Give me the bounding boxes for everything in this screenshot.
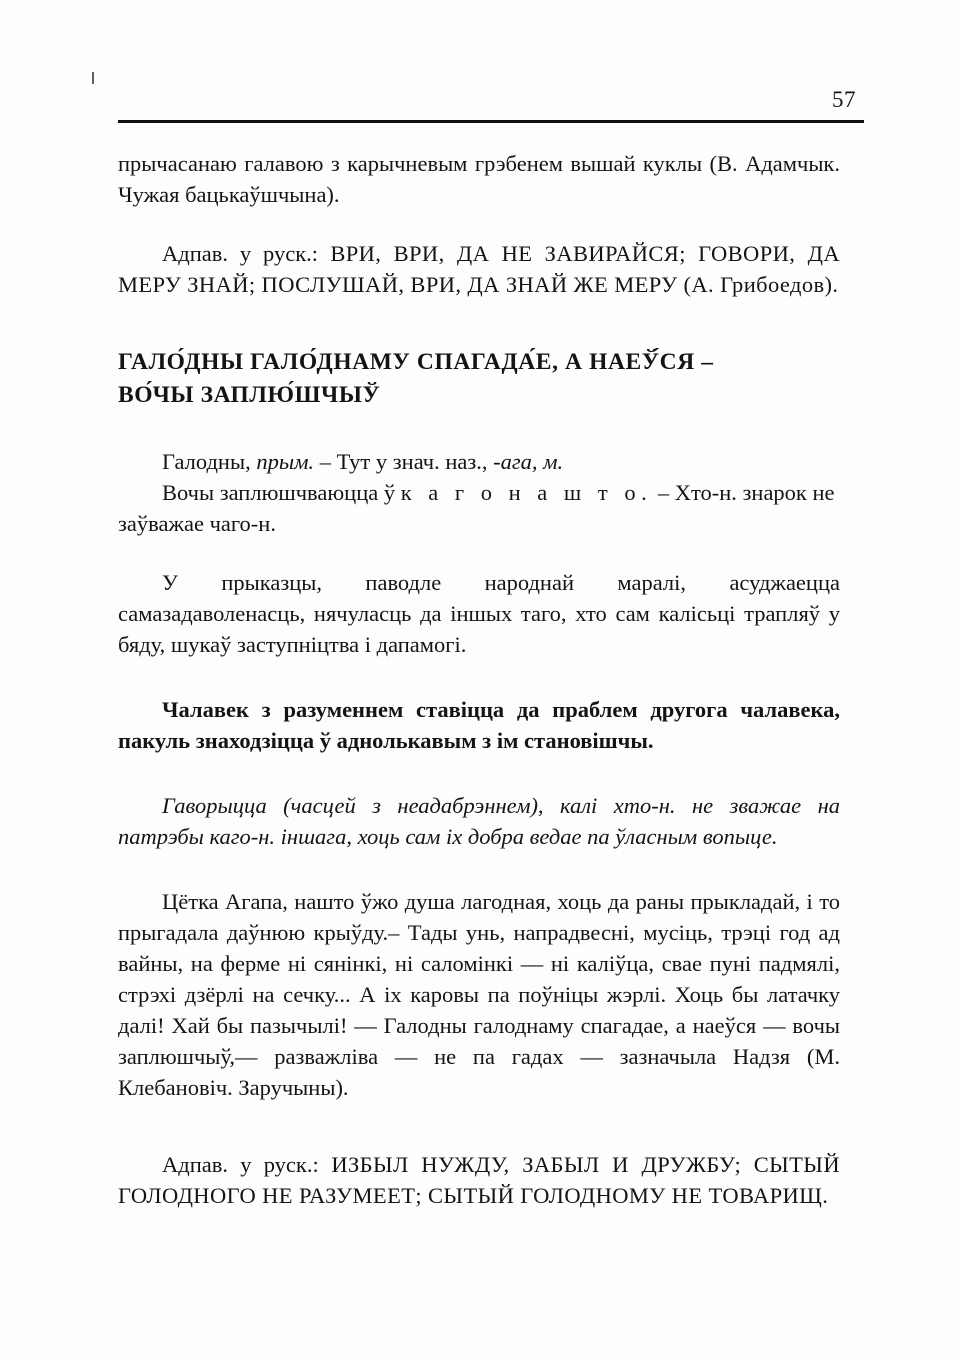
quote-continuation-paragraph: прычасанаю галавою з карычневым грэбенем вышай куклы (В. Адамчык. Чужая бацькаўшчына). — [118, 151, 840, 207]
meaning-paragraph: Чалавек з разуменнем ставіцца да праблем другога чалавека, пакуль знаходзіцца ў аднолькавым з ім становішчы. — [118, 697, 840, 753]
page-number: 57 — [832, 87, 856, 112]
citation-paragraph: Цётка Агапа, нашто ўжо душа лагодная, хоць да раны прыкладай, і то прыгадала даўнюю крыўду.– Тады унь, напрадвесні, мусіць, трэці год ад вайны, на ферме ні сянінкі, ні саломінкі — ні каліўца, свае пуні падмялі, стрэхі дзёрлі на сечку... А іх каровы па поўніцы жэрлі. Хоць бы латачку далі! Хай бы пазычылі! — Галодны галоднаму спагадае, а наеўся — вочы заплюшчыў,— разважліва — не па гадах — зазначыла Надзя (М. Клебановіч. Заручыны). — [118, 889, 840, 1100]
header-rule — [118, 120, 864, 123]
government-valency: к а г о н а ш т о. — [400, 480, 653, 505]
entry-headword-line-1: ГАЛО́ДНЫ ГАЛО́ДНАМУ СПАГАДА́Е, А НАЕЎ́СЯ – — [118, 349, 714, 375]
grammar-inflection: -ага, м. — [493, 449, 564, 474]
page-body — [118, 148, 840, 1211]
grammar-note-rest: – Тут у знач. наз., — [319, 449, 488, 474]
russian-equivalent-label-2: Адпав. у руск.: — [162, 1152, 319, 1177]
russian-equivalent-block-2 — [118, 1149, 840, 1211]
usage-note-paragraph: Гаворыцца (часцей з неадабрэннем), калі хто-н. не зважае на патрэбы каго-н. іншага, хоць сам іх добра ведае па ўласным вопыце. — [118, 793, 840, 849]
grammar-note-line — [118, 446, 840, 477]
government-head: Вочы заплюшчваюцца ў — [162, 480, 396, 505]
page-header — [118, 88, 864, 123]
russian-equivalent-text-2: ИЗБЫЛ НУЖДУ, ЗАБЫЛ И ДРУЖБУ; СЫТЫЙ ГОЛОДНОГО НЕ РАЗУМЕЕТ; СЫТЫЙ ГОЛОДНОМУ НЕ ТОВАРИЩ. — [118, 1152, 840, 1208]
government-definition-line — [118, 477, 840, 539]
margin-tick-mark — [92, 72, 94, 84]
grammar-headword: Галодны, — [162, 449, 251, 474]
entry-headword-line-2: ВО́ЧЫ ЗАПЛЮ́ШЧЫЎ — [118, 382, 381, 408]
russian-equivalent-label-1: Адпав. у руск.: — [162, 241, 319, 266]
grammar-part-of-speech: прым. — [256, 449, 315, 474]
government-gloss: – Хто-н. знарок не заўважае чаго-н. — [118, 480, 835, 536]
explanation-paragraph: У прыказцы, паводле народнай маралі, асуджаецца самазадаволенасць, нячуласць да іншых таго, хто сам калісьці трапляў у бяду, шукаў заступніцтва і дапамогі. — [118, 570, 840, 657]
russian-equivalent-block-1 — [118, 238, 840, 300]
russian-equivalent-text-1: ВРИ, ВРИ, ДА НЕ ЗАВИРАЙСЯ; ГОВОРИ, ДА МЕРУ ЗНАЙ; ПОСЛУШАЙ, ВРИ, ДА ЗНАЙ ЖЕ МЕРУ (А. Грибоедов). — [118, 241, 840, 297]
